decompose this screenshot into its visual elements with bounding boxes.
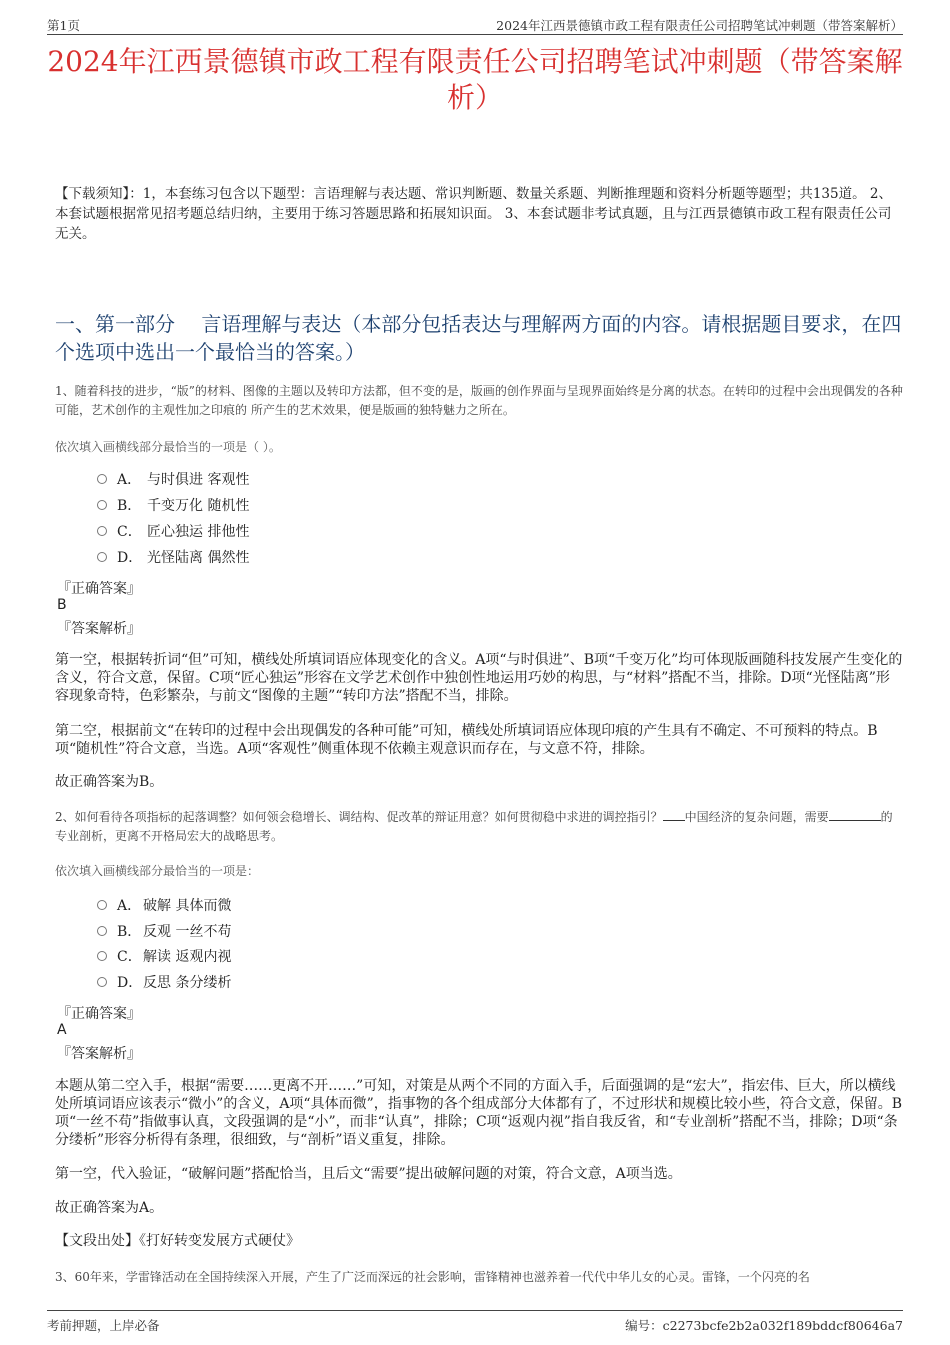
q2-analysis-para-3: 故正确答案为A。	[55, 1200, 164, 1216]
radio-icon[interactable]	[97, 900, 107, 910]
footer-slogan: 考前押题，上岸必备	[47, 1318, 160, 1333]
q1-option-b[interactable]: B． 千变万化 随机性	[97, 493, 497, 519]
q1-analysis-para-2: 第二空，根据前文“在转印的过程中会出现偶发的各种可能”可知，横线处所填词语应体现印痕的产生具有不确定、不可预料的特点。B项“随机性”符合文意，当选。A项“客观性”侧重体现不依赖主观意识而存在，与文意不符，排除。	[55, 723, 878, 757]
blank-line	[663, 810, 685, 821]
q2-analysis-para-1: 本题从第二空入手，根据“需要……更离不开……”可知，对策是从两个不同的方面入手，后面强调的是“宏大”，指宏伟、巨大，所以横线处所填词语应该表示“微小”的含义，A项“具体而微”，指事物的各个组成部分大体都有了，不过形状和规模比较小些，符合文意，保留。B项“一丝不苟”指做事认真，文段强调的是“小”，而非“认真”，排除；C项“返观内视”指自我反省，和“专业剖析”搭配不当，排除；D项“条分缕析”形容分析得有条理，很细致，与“剖析”语义重复，排除。	[55, 1078, 903, 1148]
q1-correct-answer-label: 『正确答案』	[57, 581, 141, 597]
q1-analysis-label: 『答案解析』	[57, 621, 141, 637]
q2-option-b[interactable]: B． 反观 一丝不苟	[97, 919, 497, 945]
q2-answer: A	[57, 1022, 67, 1038]
page-header	[47, 14, 903, 35]
q1-analysis-para-3: 故正确答案为B。	[55, 774, 164, 790]
question-3-text: 3、60年来，学雷锋活动在全国持续深入开展，产生了广泛而深远的社会影响，雷锋精神也滋养着一代代中华儿女的心灵。雷锋，一个闪亮的名	[55, 1270, 810, 1284]
radio-icon[interactable]	[97, 552, 107, 562]
document-title: 2024年江西景德镇市政工程有限责任公司招聘笔试冲刺题（带答案解析）	[47, 45, 903, 114]
question-1-hint: 依次填入画横线部分最恰当的一项是（ ）。	[55, 440, 281, 454]
footer-doc-id: 编号：c2273bcfe2b2a032f189bddcf80646a7	[625, 1318, 903, 1333]
page-number: 第1页	[47, 18, 80, 33]
radio-icon[interactable]	[97, 474, 107, 484]
q2-source: 【文段出处】《打好转变发展方式硬仗》	[55, 1233, 300, 1249]
radio-icon[interactable]	[97, 951, 107, 961]
question-2-hint: 依次填入画横线部分最恰当的一项是：	[55, 864, 260, 878]
q1-answer: B	[57, 597, 67, 613]
q1-option-d[interactable]: D． 光怪陆离 偶然性	[97, 545, 497, 571]
download-notice: 【下载须知】：1，本套练习包含以下题型：言语理解与表达题、常识判断题、数量关系题、判断推理题和资料分析题等题型；共135道。 2、本套试题根据常见招考题总结归纳，主要用于练习答题思路和拓展知识面。 3、本套试题非考试真题，且与江西景德镇市政工程有限责任公司无关。	[55, 186, 892, 242]
q2-option-a[interactable]: A． 破解 具体而微	[97, 893, 497, 919]
q2-option-c[interactable]: C．解读 返观内视	[97, 944, 497, 970]
blank-line	[829, 810, 881, 821]
q2-analysis-para-2: 第一空，代入验证，“破解问题”搭配恰当，且后文“需要”提出破解问题的对策，符合文意，A项当选。	[55, 1166, 682, 1182]
radio-icon[interactable]	[97, 977, 107, 987]
question-1-text: 1、随着科技的进步，“版”的材料、图像的主题以及转印方法都，但不变的是，版画的创作界面与呈现界面始终是分离的状态。在转印的过程中会出现偶发的各种可能，艺术创作的主观性加之印痕的 所产生的艺术效果，便是版画的独特魅力之所在。	[55, 384, 903, 417]
radio-icon[interactable]	[97, 526, 107, 536]
header-doc-title: 2024年江西景德镇市政工程有限责任公司招聘笔试冲刺题（带答案解析）	[496, 18, 903, 33]
q1-option-c[interactable]: C． 匠心独运 排他性	[97, 519, 497, 545]
q2-analysis-label: 『答案解析』	[57, 1046, 141, 1062]
radio-icon[interactable]	[97, 500, 107, 510]
q2-correct-answer-label: 『正确答案』	[57, 1006, 141, 1022]
section-title: 一、第一部分 言语理解与表达（本部分包括表达与理解两方面的内容。请根据题目要求，在四个选项中选出一个最恰当的答案。）	[55, 312, 902, 364]
q2-option-d[interactable]: D．反思 条分缕析	[97, 970, 497, 996]
question-2-text: 2、如何看待各项指标的起落调整？如何领会稳增长、调结构、促改革的辩证用意？如何贯彻稳中求进的调控指引？ 中国经济的复杂问题，需要 的专业剖析，更离不开格局宏大的战略思考。	[55, 810, 893, 843]
page-footer	[47, 1310, 903, 1331]
radio-icon[interactable]	[97, 926, 107, 936]
q1-analysis-para-1: 第一空，根据转折词“但”可知，横线处所填词语应体现变化的含义。A项“与时俱进”、B项“千变万化”均可体现版画随科技发展产生变化的含义，符合文意，保留。C项“匠心独运”形容在文学艺术创作中独创性地运用巧妙的构思，与“材料”搭配不当，排除。D项“光怪陆离”形容现象奇特，色彩繁杂，与前文“图像的主题”“转印方法”搭配不当，排除。	[55, 652, 903, 704]
q1-option-a[interactable]: A． 与时俱进 客观性	[97, 467, 497, 493]
